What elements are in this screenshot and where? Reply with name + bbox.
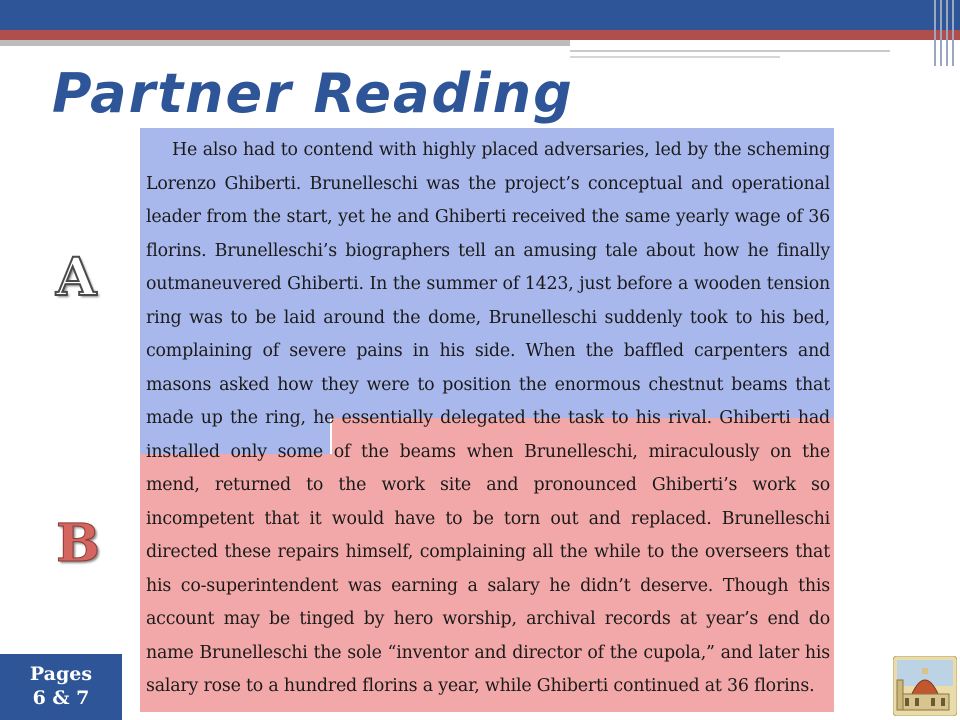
pages-badge-line1: Pages bbox=[29, 663, 93, 685]
header-rule bbox=[570, 50, 890, 52]
slide-title: Partner Reading bbox=[52, 62, 574, 125]
corner-decoration bbox=[930, 0, 960, 66]
header-notch bbox=[570, 40, 960, 66]
cathedral-dome-icon bbox=[893, 656, 957, 716]
passage-part-b: Ghiberti had installed only some of the beams when Brunelleschi, miraculously on the mend, returned to the work site and pronounced Ghiberti’s work so incompetent that it would have to be torn out and replaced. Brunelleschi directed these repairs himself, complaining all the while to the overseers that his co-superintendent was earning a salary he didn’t deserve. Though this account may be tinged by hero worship, archival records at year’s end do name Brunelleschi the sole “inventor and director of the cupola,” and later his salary rose to a hundred florins a year, while Ghiberti continued at 36 florins. bbox=[146, 408, 830, 696]
passage-text bbox=[146, 134, 830, 704]
header-rule-short bbox=[570, 56, 780, 58]
pages-badge bbox=[0, 654, 122, 720]
partner-b-label: B bbox=[56, 513, 100, 574]
partner-a-label: A bbox=[56, 247, 97, 308]
passage-part-a: He also had to contend with highly placed adversaries, led by the scheming Lorenzo Ghiberti. Brunelleschi was the project’s conceptual and operational leader from the start, yet he and Ghiberti received the same yearly wage of 36 florins. Brunelleschi’s biographers tell an amusing tale about how he finally outmaneuvered Ghiberti. In the summer of 1423, just before a wooden tension ring was to be laid around the dome, Brunelleschi suddenly took to his bed, complaining of severe pains in his side. When the baffled carpenters and masons asked how they were to position the enormous chestnut beams that made up the ring, he essentially delegated the task to his rival. bbox=[146, 140, 830, 428]
reading-passage bbox=[140, 128, 834, 712]
header-stripe bbox=[0, 30, 960, 40]
pages-badge-line2: 6 & 7 bbox=[32, 687, 90, 709]
header-bar bbox=[0, 0, 960, 30]
